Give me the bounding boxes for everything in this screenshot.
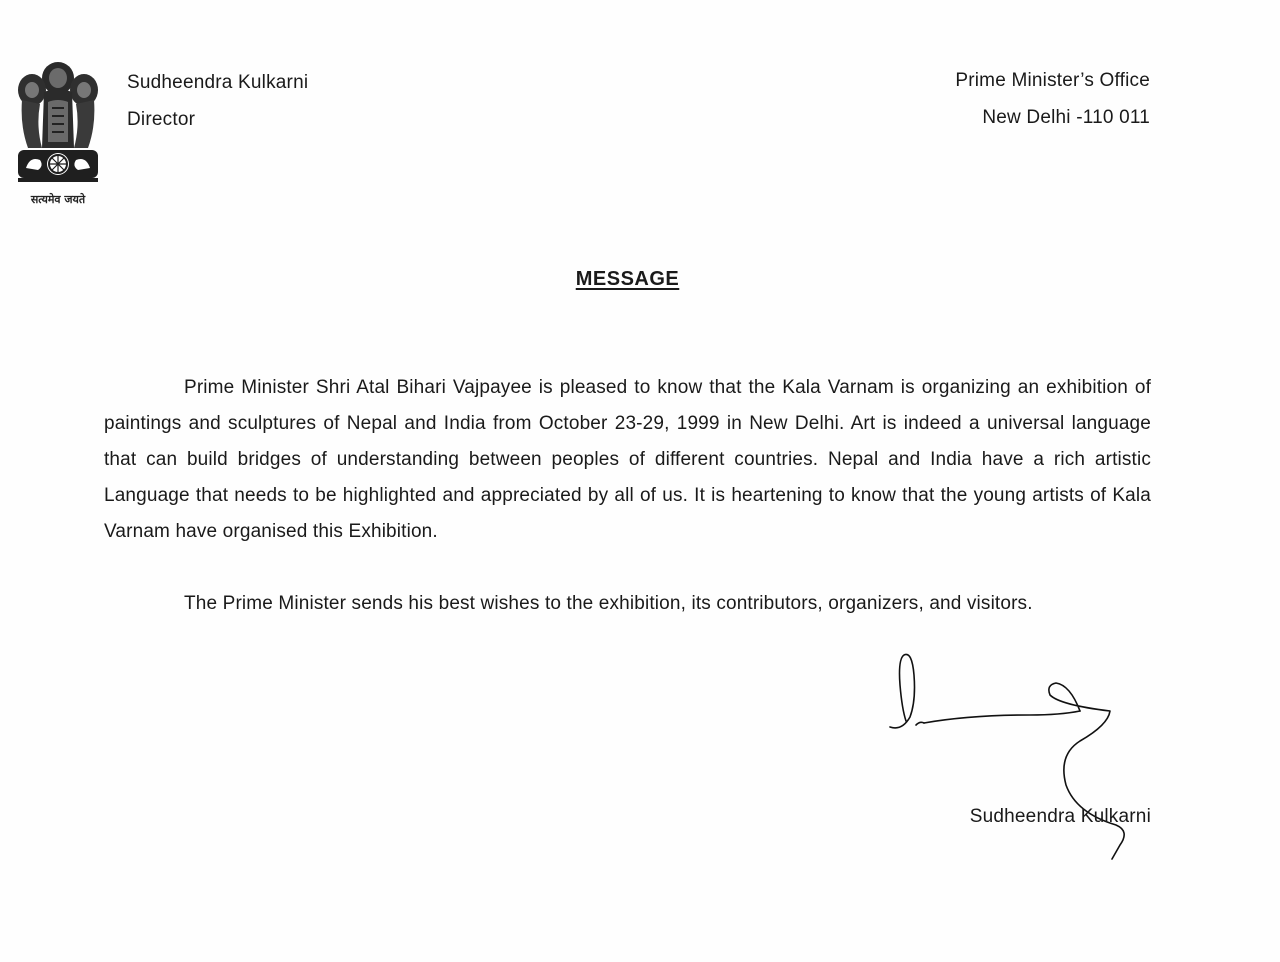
office-city: New Delhi -110 011 — [982, 107, 1150, 128]
sender-name: Sudheendra Kulkarni — [127, 72, 309, 93]
lion-capital-emblem-icon — [12, 56, 104, 192]
handwritten-signature — [880, 645, 1130, 865]
national-emblem-icon — [12, 56, 104, 212]
message-paragraph-2: The Prime Minister sends his best wishes to the exhibition, its contributors, organizers, and visitors. — [184, 593, 1033, 614]
office-block — [955, 62, 1150, 136]
emblem-motto: सत्यमेव जयते — [30, 193, 86, 206]
message-title: MESSAGE — [575, 268, 680, 290]
signer-name: Sudheendra Kulkarni — [969, 806, 1151, 827]
sender-block — [127, 64, 308, 138]
office-name: Prime Minister’s Office — [955, 70, 1150, 91]
message-paragraph-1: Prime Minister Shri Atal Bihari Vajpayee is pleased to know that the Kala Varnam is organizing an exhibition of paintings and sculptures of Nepal and India from October 23-29, 1999 in New Delhi. Art is indeed a universal language that can build bridges of understanding between peoples of different countries. Nepal and India have a rich artistic Language that needs to be highlighted and appreciated by all of us. It is heartening to know that the young artists of Kala Varnam have organised this Exhibition. — [104, 377, 1151, 542]
sender-title: Director — [127, 109, 196, 130]
